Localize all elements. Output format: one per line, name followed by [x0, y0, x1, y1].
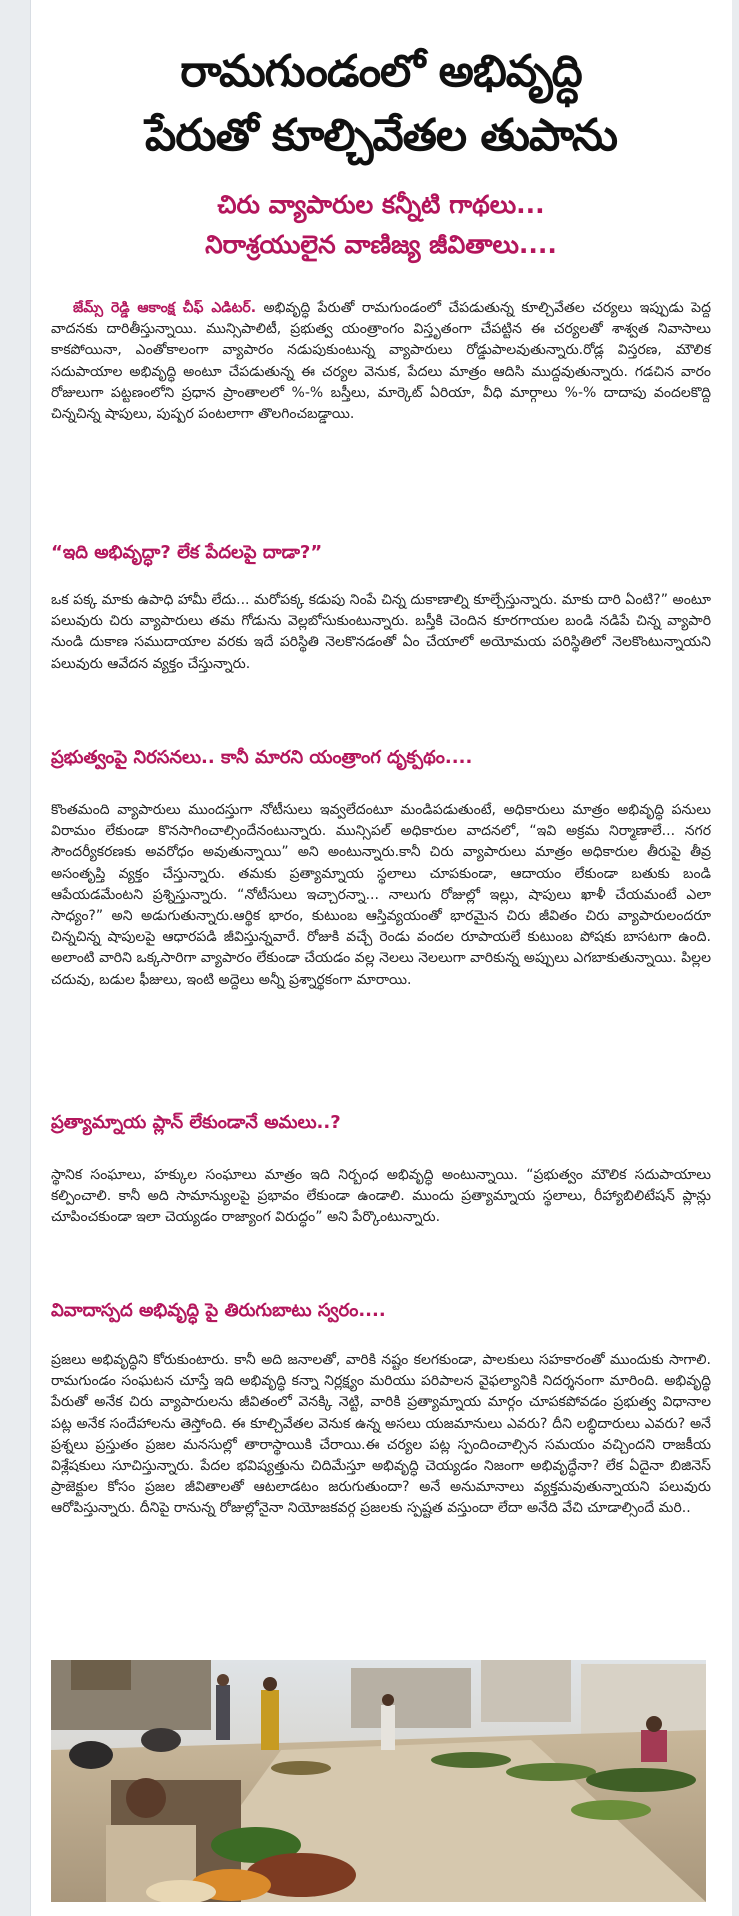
section-heading-1	[51, 540, 711, 566]
section-heading-3	[51, 1110, 711, 1136]
headline-line-2: పేరుతో కూల్చివేతల తుపాను	[145, 110, 617, 161]
section-heading-3-text: ప్రత్యామ్నాయ ప్లాన్ లేకుండానే అమలు..?	[51, 1112, 341, 1133]
section-4-paragraph: ప్రజలు అభివృద్ధిని కోరుకుంటారు. కానీ అది జనాలతో, వారికి నష్టం కలగకుండా, పాలకులు సహకారంతో ముందుకు సాగాలి. రామగుండం సంఘటన చూస్తే ఇది అభివృద్ధి కన్నా నిర్లక్ష్యం మరియు పరిపాలన వైఫల్యానికి నిదర్శనంగా మారింది. అభివృద్ధి పేరుతో అనేక చిరు వ్యాపారులను జీవితంలో వెనక్కి నెట్టి, వారికి ప్రత్యామ్నాయ మార్గం చూపకపోవడం ప్రభుత్వ విధానాల పట్ల అనేక సందేహాలను తెస్తోంది. ఈ కూల్చివేతల వెనుక ఉన్న అసలు యజమానులు ఎవరు? దీని లబ్ధిదారులు ఎవరు? అనే ప్రశ్నలు ప్రస్తుతం ప్రజల మనసుల్లో తారాస్థాయికి చేరాయి.ఈ చర్యల పట్ల స్పందించాల్సిన సమయం వచ్చిందని రాజకీయ విశ్లేషకులు సూచిస్తున్నారు. పేదల భవిష్యత్తును చిదిమేస్తూ అభివృద్ధి చెయ్యడం నిజంగా అభివృద్ధేనా? లేక ఏదైనా బిజినెస్ ప్రాజెక్టుల కోసం ప్రజల జీవితాలతో ఆటలాడటం జరుగుతుందా? అనే అనుమానాలు వ్యక్తమవుతున్నాయని పలువురు ఆరోపిస్తున్నారు. దీనిపై రానున్న రోజుల్లోనైనా నియోజకవర్గ ప్రజలకు స్పష్టత వస్తుందా లేదా అనేది వేచి చూడాల్సిందే మరి..	[51, 1352, 711, 1517]
section-1-paragraph: ఒక పక్క మాకు ఉపాధి హామీ లేదు... మరోపక్క కడుపు నింపే చిన్న దుకాణాల్ని కూల్చేస్తున్నారు. మాకు దారి ఏంటి?” అంటూ పలువురు చిరు వ్యాపారులు తమ గోడును వెల్లబోసుకుంటున్నారు. బస్తీకి చెందిన కూరగాయల బండి నడిపే చిన్న వ్యాపారి నుండి దుకాణ సముదాయాల వరకు ఇదే పరిస్థితి నెలకొనడంతో ఏం చేయాలో అయోమయ పరిస్థితిలో నెలకొంటున్నాయని పలువురు ఆవేదన వ్యక్తం చేస్తున్నారు.	[51, 592, 711, 672]
section-2	[51, 800, 711, 991]
headline-line-1: రామగుండంలో అభివృద్ధి	[180, 46, 582, 97]
market-street-vendors-photo	[51, 1660, 706, 1902]
section-heading-1-text: “ఇది అభివృద్ధా? లేక పేదలపై దాడా?”	[51, 542, 323, 563]
article-page	[30, 0, 732, 1916]
byline: జేమ్స్ రెడ్డి ఆకాంక్ష చీఫ్ ఎడిటర్.	[73, 300, 257, 316]
market-photo-illustration	[51, 1660, 706, 1902]
subheadline-block	[51, 185, 711, 265]
subheadline-line-2: నిరాశ్రయులైన వాణిజ్య జీవితాలు....	[205, 230, 557, 259]
section-3	[51, 1165, 711, 1229]
intro-paragraph	[51, 298, 711, 425]
intro-text: అభివృద్ధి పేరుతో రామగుండంలో చేపడుతున్న కూల్చివేతల చర్యలు ఇప్పుడు పెద్ద వాదనకు దారితీస్తున్నాయి. మున్సిపాలిటీ, ప్రభుత్వ యంత్రాంగం విస్తృతంగా చేపట్టిన ఈ చర్యలతో శాశ్వత నివాసాలు కాకపోయినా, ఎంతోకాలంగా వ్యాపారం నడుపుకుంటున్న వ్యాపారులు రోడ్డుపాలవుతున్నారు.రోడ్ల విస్తరణ, మౌలిక సదుపాయాల అభివృద్ధి అంటూ చేపడుతున్న ఈ చర్యల వెనుక, పేదలు మాత్రం ఆదిసి ముద్దవుతున్నారు. గడచిన వారం రోజులుగా పట్టణంలోని ప్రధాన ప్రాంతాలలో %-% బస్తీలు, మార్కెట్ ఏరియా, వీధి మార్గాలు %-% దాదాపు వందలకొద్ది చిన్నచిన్న షాపులు, పుష్పర పంటలాగా తొలగించబడ్డాయి.	[51, 300, 711, 423]
section-1	[51, 590, 711, 675]
section-heading-2-text: ప్రభుత్వంపై నిరసనలు.. కానీ మారని యంత్రాంగ దృక్పథం....	[51, 747, 473, 768]
section-4	[51, 1350, 711, 1520]
subheadline-line-1: చిరు వ్యాపారుల కన్నీటి గాథలు...	[217, 190, 545, 219]
section-heading-4	[51, 1298, 711, 1324]
section-2-paragraph: కొంతమంది వ్యాపారులు ముందస్తుగా నోటీసులు ఇవ్వలేదంటూ మండిపడుతుంటే, అధికారులు మాత్రం అభివృద్ధి పనులు విరామం లేకుండా కొనసాగించాల్సిందేనంటున్నారు. మున్సిపల్ అధికారుల వాదనలో, “ఇవి అక్రమ నిర్మాణాలే... నగర సౌందర్యీకరణకు అవరోధం అవుతున్నాయి” అని అంటున్నారు.కానీ చిరు వ్యాపారులు మాత్రం అధికారుల తీరుపై తీవ్ర అసంతృప్తి వ్యక్తం చేస్తున్నారు. తమకు ప్రత్యామ్నాయ స్థలాలు చూపకుండా, ఆదాయం లేకుండా బతుకు బండి ఆపేయడమేంటని ప్రశ్నిస్తున్నారు. “నోటీసులు ఇచ్చారన్నా... నాలుగు రోజుల్లో ఇల్లు, షాపులు ఖాళీ చేయమంటే ఎలా సాధ్యం?” అని అడుగుతున్నారు.ఆర్థిక భారం, కుటుంబ ఆస్తివ్యయంతో భారమైన చిరు జీవితం చిరు వ్యాపారులందరూ చిన్నచిన్న షాపులపై ఆధారపడి జీవిస్తున్నవారే. రోజుకి వచ్చే రెండు వందల రూపాయలే కుటుంబ పోషకు బాసటగా ఉంది. అలాంటి వారిని ఒక్కసారిగా వ్యాపారం లేకుండా చేయడం వల్ల నెలలు నెలలుగా వారికున్న అప్పులు ఎగబాకుతున్నాయి. పిల్లల చదువు, బడుల ఫీజులు, ఇంటి అద్దెలు అన్నీ ప్రశ్నార్థకంగా మారాయి.	[51, 802, 711, 988]
section-heading-4-text: వివాదాస్పద అభివృద్ధి పై తిరుగుబాటు స్వరం....	[51, 1300, 386, 1321]
section-heading-2	[51, 745, 711, 771]
headline-block	[51, 40, 711, 168]
section-3-paragraph: స్థానిక సంఘాలు, హక్కుల సంఘాలు మాత్రం ఇది నిర్బంధ అభివృద్ధి అంటున్నాయి. “ప్రభుత్వం మౌలిక సదుపాయాలు కల్పించాలి. కానీ అది సామాన్యులపై ప్రభావం లేకుండా ఉండాలి. ముందు ప్రత్యామ్నాయ స్థలాలు, రీహ్యాబిలిటేషన్ ప్లాన్లు చూపించకుండా ఇలా చెయ్యడం రాజ్యాంగ విరుద్ధం” అని పేర్కొంటున్నారు.	[51, 1167, 711, 1226]
intro-block	[51, 298, 711, 425]
